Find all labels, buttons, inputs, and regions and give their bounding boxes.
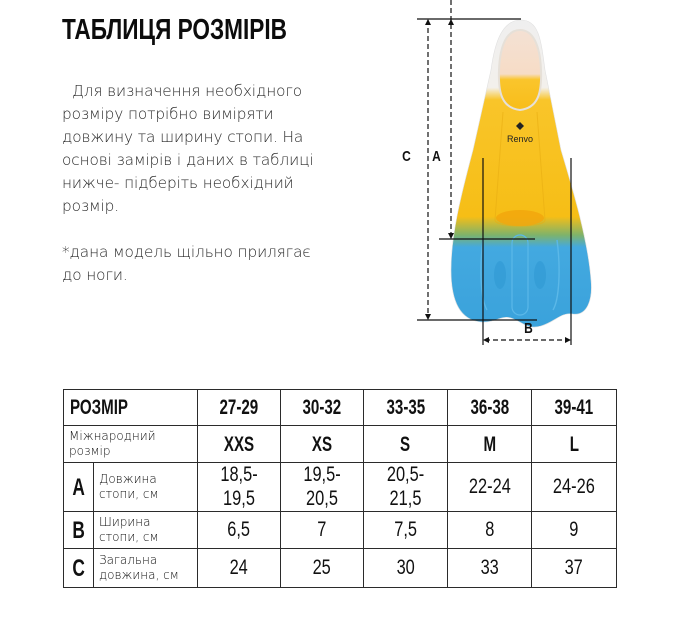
intl-size-label: Міжнародний розмір [64, 426, 198, 463]
intro-line: розміру потрібно виміряти [62, 105, 274, 123]
value-cell: 24 [198, 549, 281, 588]
intro-line: довжину та ширину стопи. На [62, 128, 304, 146]
note-line: *дана модель щільно прилягає [62, 243, 311, 261]
header-size-label: РОЗМІР [64, 390, 198, 426]
table-header-row [64, 390, 617, 426]
value-cell: 9 [532, 512, 617, 549]
row-letter-c: C [64, 549, 94, 588]
intro-text [62, 80, 362, 287]
fin-diagram [395, 0, 595, 360]
header-size-cell: 33-35 [364, 390, 448, 426]
value-cell: 30 [364, 549, 448, 588]
intro-line: Для визначення необхідного [72, 82, 303, 100]
table-row-intl [64, 426, 617, 463]
header-size-cell: 27-29 [198, 390, 281, 426]
page-title: ТАБЛИЦЯ РОЗМІРІВ [62, 14, 288, 46]
size-table [63, 389, 617, 588]
fit-note [62, 241, 362, 287]
dimension-label-a: A [432, 148, 441, 165]
header-size-cell: 36-38 [448, 390, 532, 426]
intl-size-cell: XXS [198, 426, 281, 463]
intl-size-cell: XS [281, 426, 364, 463]
intro-paragraph [62, 80, 362, 218]
value-cell: 6,5 [198, 512, 281, 549]
value-cell: 8 [448, 512, 532, 549]
header-size-cell: 30-32 [281, 390, 364, 426]
value-cell: 37 [532, 549, 617, 588]
row-label-foot-width: Ширина стопи, см [94, 512, 198, 549]
table-row-c [64, 549, 617, 588]
row-label-total-length: Загальна довжина, см [94, 549, 198, 588]
intl-size-cell: M [448, 426, 532, 463]
row-letter-a: A [64, 463, 94, 512]
value-cell: 33 [448, 549, 532, 588]
intro-line: основі замірів і даних в таблиці [62, 151, 314, 169]
note-line: до ноги. [62, 266, 128, 284]
brand-name: Renvo [506, 134, 534, 144]
value-cell: 22-24 [448, 463, 532, 512]
dimension-label-b: B [524, 320, 533, 337]
row-letter-b: B [64, 512, 94, 549]
value-cell: 20,5-21,5 [364, 463, 448, 512]
dimension-label-c: C [402, 148, 411, 165]
value-cell: 7 [281, 512, 364, 549]
value-cell: 24-26 [532, 463, 617, 512]
row-label-foot-length: Довжина стопи, см [94, 463, 198, 512]
intl-size-cell: L [532, 426, 617, 463]
value-cell: 7,5 [364, 512, 448, 549]
intro-line: нижче- підберіть необхідний [62, 174, 294, 192]
fin-illustration [395, 0, 595, 360]
header-size-cell: 39-41 [532, 390, 617, 426]
intl-size-cell: S [364, 426, 448, 463]
table-row-b [64, 512, 617, 549]
foot-pocket [499, 30, 541, 110]
table-row-a [64, 463, 617, 512]
value-cell: 25 [281, 549, 364, 588]
value-cell: 18,5-19,5 [198, 463, 281, 512]
intro-line: розмір. [62, 197, 119, 215]
value-cell: 19,5-20,5 [281, 463, 364, 512]
